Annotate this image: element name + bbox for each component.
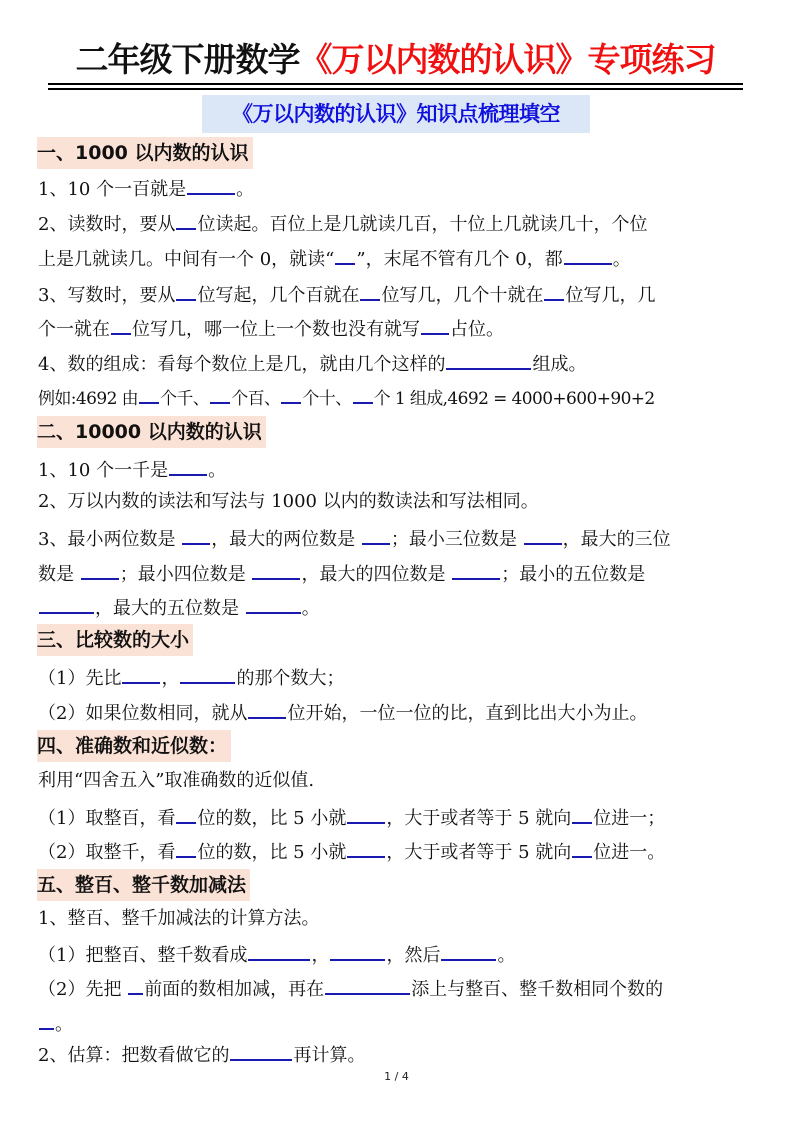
question-line (38, 208, 647, 239)
question-line (38, 454, 226, 485)
question-line (38, 1008, 73, 1039)
title-underline-top (48, 83, 743, 85)
text: 位读起。百位上是几就读几百，十位上几就读几十，个位 (197, 214, 648, 235)
answer-blank[interactable] (330, 939, 385, 961)
answer-blank[interactable] (39, 592, 94, 614)
text: （1）取整百，看 (38, 808, 176, 829)
answer-blank[interactable] (572, 802, 592, 824)
answer-blank[interactable] (169, 454, 207, 476)
question-line (38, 173, 254, 204)
answer-blank[interactable] (564, 243, 612, 265)
page-number: 1 / 4 (384, 1070, 409, 1083)
text: 3、最小两位数是 (38, 529, 182, 550)
answer-blank[interactable] (122, 662, 160, 684)
answer-blank[interactable] (180, 662, 235, 684)
answer-blank[interactable] (128, 973, 143, 995)
text: ，然后 (386, 945, 441, 966)
subtitle-banner: 《万以内数的认识》知识点梳理填空 (202, 95, 590, 133)
text: 1、整百、整千加减法的计算方法。 (38, 908, 320, 929)
answer-blank[interactable] (572, 836, 592, 858)
question-line (38, 1039, 365, 1070)
title-underline-bottom (48, 88, 743, 90)
text: 上是几就读几。中间有一个 0，就读“ (38, 249, 335, 270)
answer-blank[interactable] (335, 243, 355, 265)
text: ；最小的五位数是 (501, 564, 646, 585)
question-line (38, 836, 665, 867)
text: 数是 (38, 564, 80, 585)
question-line (38, 939, 515, 970)
question-line (38, 313, 504, 344)
answer-blank[interactable] (252, 558, 300, 580)
question-line (38, 523, 671, 554)
section-heading-4: 四、准确数和近似数： (37, 730, 231, 762)
answer-blank[interactable] (421, 313, 449, 335)
section-heading-3: 三、比较数的大小 (37, 624, 193, 656)
text: （2）如果位数相同，就从 (38, 703, 248, 724)
section-heading-1: 一、1000 以内数的认识 (37, 137, 253, 169)
text: 占位。 (450, 319, 504, 340)
answer-blank[interactable] (176, 836, 196, 858)
text: 2、读数时，要从 (38, 214, 176, 235)
static-line (38, 905, 319, 933)
answer-blank[interactable] (248, 697, 286, 719)
question-line (38, 662, 344, 693)
answer-blank[interactable] (347, 802, 385, 824)
text: ，大于或者等于 5 就向 (386, 808, 572, 829)
answer-blank[interactable] (248, 939, 310, 961)
answer-blank[interactable] (182, 523, 210, 545)
question-line (38, 592, 320, 623)
text: ， (161, 668, 180, 689)
text: 个百、 (231, 389, 281, 409)
text: 。 (55, 1014, 73, 1035)
text: 例如:4692 由 (38, 389, 138, 409)
answer-blank[interactable] (353, 382, 373, 404)
text: 位的数，比 5 小就 (197, 842, 347, 863)
text: ， (311, 945, 330, 966)
text: 2、万以内数的读法和写法与 1000 以内的数读法和写法相同。 (38, 491, 539, 512)
text: 位进一。 (593, 842, 666, 863)
text: 位写几，哪一位上一个数也没有就写 (132, 319, 420, 340)
text: ，最大的两位数是 (211, 529, 361, 550)
answer-blank[interactable] (176, 279, 196, 301)
text: ；最小四位数是 (119, 564, 252, 585)
text: 2、估算：把数看做它的 (38, 1045, 230, 1066)
text: 。 (208, 460, 227, 481)
answer-blank[interactable] (544, 279, 564, 301)
text: 。 (497, 945, 516, 966)
text: 4、数的组成：看每个数位上是几，就由几个这样的 (38, 354, 446, 375)
answer-blank[interactable] (441, 939, 496, 961)
text: 组成。 (532, 354, 587, 375)
text: 位写起，几个百就在 (197, 285, 360, 306)
text: 添上与整百、整千数相同个数的 (411, 979, 664, 1000)
answer-blank[interactable] (111, 313, 131, 335)
text: 3、写数时，要从 (38, 285, 176, 306)
text: 位进一； (593, 808, 666, 829)
text: （1）先比 (38, 668, 122, 689)
text: （2）取整千，看 (38, 842, 176, 863)
text: 。 (236, 179, 255, 200)
static-line (38, 767, 314, 795)
text: ，大于或者等于 5 就向 (386, 842, 572, 863)
title-black-part: 二年级下册数学 (75, 40, 300, 79)
text: ；最小三位数是 (390, 529, 523, 550)
question-line (38, 973, 663, 1004)
question-line (38, 243, 631, 274)
question-line (38, 802, 665, 833)
title-red-part: 《万以内数的认识》专项练习 (299, 40, 716, 79)
question-line (38, 279, 655, 310)
text: 1、10 个一千是 (38, 460, 169, 481)
answer-blank[interactable] (176, 208, 196, 230)
text: 位写几，几个十就在 (381, 285, 544, 306)
text: 再计算。 (293, 1045, 366, 1066)
answer-blank[interactable] (139, 382, 159, 404)
text: 个一就在 (38, 319, 110, 340)
answer-blank[interactable] (325, 973, 410, 995)
text: 个 1 组成,4692 = 4000+600+90+2 (373, 389, 655, 409)
answer-blank[interactable] (281, 382, 301, 404)
text: 位开始，一位一位的比，直到比出大小为止。 (287, 703, 648, 724)
answer-blank[interactable] (452, 558, 500, 580)
static-line (38, 488, 539, 516)
page-title (48, 40, 743, 80)
answer-blank[interactable] (210, 382, 230, 404)
text: ，最大的五位数是 (95, 598, 245, 619)
text: 个千、 (160, 389, 210, 409)
section-heading-2: 二、10000 以内数的认识 (37, 416, 266, 448)
text: 位的数，比 5 小就 (197, 808, 347, 829)
answer-blank[interactable] (360, 279, 380, 301)
text: 的那个数大； (236, 668, 345, 689)
text: 1、10 个一百就是 (38, 179, 187, 200)
text: ，最大的三位 (562, 529, 671, 550)
text: （1）把整百、整千数看成 (38, 945, 248, 966)
question-line (38, 348, 586, 379)
question-line (38, 382, 655, 413)
text: （2）先把 (38, 979, 128, 1000)
answer-blank[interactable] (230, 1039, 292, 1061)
question-line (38, 558, 645, 589)
answer-blank[interactable] (187, 173, 235, 195)
answer-blank[interactable] (524, 523, 562, 545)
text: ，最大的四位数是 (301, 564, 452, 585)
answer-blank[interactable] (81, 558, 119, 580)
text: 位写几，几 (565, 285, 656, 306)
text: 前面的数相加减，再在 (144, 979, 325, 1000)
answer-blank[interactable] (246, 592, 301, 614)
text: 利用“四舍五入”取准确数的近似值. (38, 770, 315, 791)
text: 。 (301, 598, 320, 619)
answer-blank[interactable] (176, 802, 196, 824)
answer-blank[interactable] (446, 348, 531, 370)
text: 个十、 (302, 389, 352, 409)
answer-blank[interactable] (347, 836, 385, 858)
question-line (38, 697, 647, 728)
text: 。 (612, 249, 631, 270)
section-heading-5: 五、整百、整千数加减法 (37, 869, 250, 901)
answer-blank[interactable] (362, 523, 390, 545)
answer-blank[interactable] (39, 1008, 54, 1030)
text: ”，末尾不管有几个 0，都 (356, 249, 563, 270)
